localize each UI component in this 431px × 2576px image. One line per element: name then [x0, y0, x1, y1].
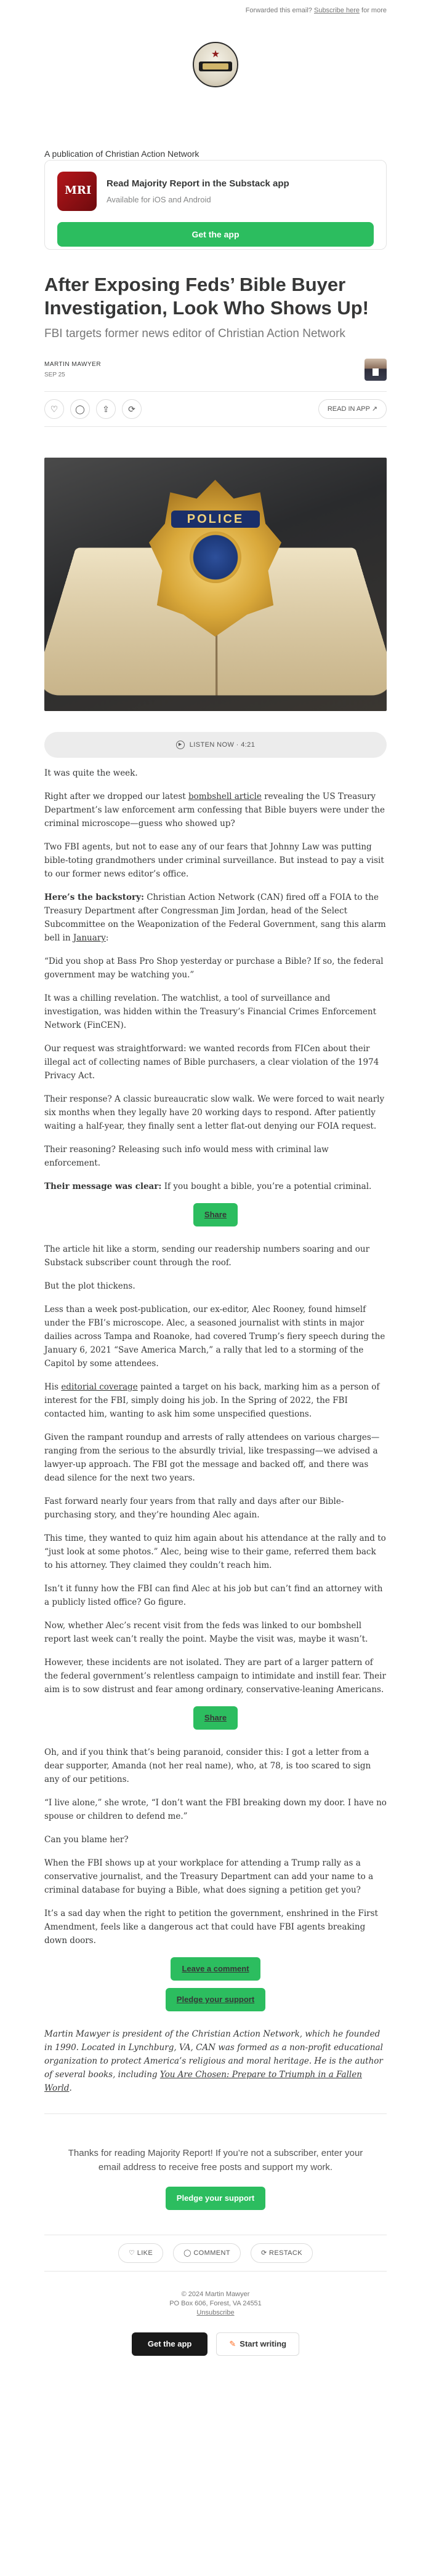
paragraph: Less than a week post-publication, our ex-editor, Alec Rooney, found himself under the FBI’s microscope. Alec, a seasoned journalist with stints in major dailies across Tampa and Roanoke, had covered Trump’s fiery speech during the January 6, 2021 “Save America March,” a rally that led to a storming of the Capitol by some attendees. [44, 1305, 385, 1369]
play-icon: ▶ [176, 741, 185, 749]
january-link[interactable]: January [73, 933, 106, 943]
heart-icon: ♡ [128, 2249, 137, 2257]
hero-image[interactable] [44, 458, 387, 711]
paragraph: Fast forward nearly four years from that rally and days after our Bible-purchasing story, and they’re hounding Alec again. [44, 1497, 344, 1520]
post-subtitle: FBI targets former news editor of Christian Action Network [44, 327, 345, 340]
app-thumbnail: MRI [57, 172, 97, 211]
author-bio: Martin Mawyer is president of the Christian Action Network, which he founded in 1990. Located in Lynchburg, VA, CAN was formed as a non-profit educational organization to protect America’s religious and moral heritage. He is the author of several books, including You Are Chosen: Prepare to Triumph in a Fallen World. [44, 2029, 383, 2093]
start-writing-button[interactable]: ✎ Start writing [216, 2332, 299, 2356]
post-title[interactable]: After Exposing Feds’ Bible Buyer Investigation, Look Who Shows Up! [44, 274, 369, 319]
bombshell-article-link[interactable]: bombshell article [188, 792, 262, 801]
share-button-2[interactable]: Share [193, 1706, 238, 1730]
paragraph: But the plot thickens. [44, 1281, 135, 1291]
paragraph: Now, whether Alec’s recent visit from the feds was linked to our bombshell report last week can’t really the point. Maybe the visit was, maybe it wasn’t. [44, 1621, 368, 1644]
paragraph: Their message was clear: If you bought a bible, you’re a potential criminal. [44, 1182, 372, 1191]
paragraph: His editorial coverage painted a target on his back, marking him as a person of interest for the FBI, simply doing his job. In the Spring of 2022, the FBI contacted him, wanting to ask him some unspecified questions. [44, 1382, 380, 1419]
author-avatar[interactable] [365, 359, 387, 381]
publication-logo-area [44, 18, 387, 132]
paragraph: “I live alone,” she wrote, “I don’t want the FBI breaking down my door. I have no spouse or children to defend me.” [44, 1798, 387, 1821]
subscribe-link[interactable]: Subscribe here [313, 7, 360, 14]
app-promo-title: Read Majority Report in the Substack app [107, 178, 289, 189]
paragraph: It’s a sad day when the right to petition the government, enshrined in the First Amendment, feels like a dangerous act that could have FBI agents breaking down doors. [44, 1909, 378, 1946]
share-icon[interactable]: ⇪ [96, 399, 116, 419]
leave-comment-button[interactable]: Leave a comment [171, 1957, 260, 1981]
pen-icon: ✎ [229, 2339, 236, 2348]
paragraph: Our request was straightforward: we wanted records from FICen about their illegal act of collecting names of Bible purchasers, a clear violation of the 1974 Privacy Act. [44, 1044, 379, 1081]
article-body [44, 758, 387, 2095]
bottom-actions-bar [44, 2235, 387, 2272]
forward-notice: Forwarded this email? Subscribe here for more [245, 7, 387, 14]
subscribe-cta [44, 2113, 387, 2235]
badge-seal [190, 531, 241, 583]
unsubscribe-link[interactable]: Unsubscribe [196, 2309, 235, 2316]
paragraph: The article hit like a storm, sending our readership numbers soaring and our Substack subscriber count through the roof. [44, 1244, 370, 1268]
read-in-app-button[interactable]: READ IN APP ↗ [318, 399, 387, 419]
paragraph: Can you blame her? [44, 1835, 129, 1845]
like-button[interactable]: ♡ LIKE [118, 2243, 163, 2263]
pledge-support-button[interactable]: Pledge your support [166, 1988, 265, 2011]
byline [44, 348, 387, 385]
app-promo-subtitle: Available for iOS and Android [107, 195, 211, 204]
paragraph: It was quite the week. [44, 768, 138, 778]
get-app-button[interactable]: Get the app [57, 222, 374, 247]
badge-plate: POLICE [171, 511, 260, 528]
post-actions-bar [44, 391, 387, 427]
paragraph: Two FBI agents, but not to ease any of our fears that Johnny Law was putting bible-toting grandmothers under criminal surveillance. But instead to pay a visit to our former news editor’s office. [44, 842, 384, 879]
editorial-coverage-link[interactable]: editorial coverage [61, 1382, 138, 1392]
author-name[interactable]: MARTIN MAWYER [44, 361, 102, 368]
star-icon: ★ [211, 49, 220, 60]
paragraph: When the FBI shows up at your workplace for attending a Trump rally as a conservative journalist, and the Treasury Department can add your name to a criminal database for buying a Bible, what does signing a petition get you? [44, 1858, 374, 1895]
footer [44, 2272, 387, 2374]
paragraph: This time, they wanted to quiz him again about his attendance at the rally and to “just look at some photos.” Alec, being wise to their game, referred them back to his attorney. They claimed they couldn’t reach him. [44, 1533, 386, 1570]
paragraph: Their response? A classic bureaucratic slow walk. We were forced to wait nearly six months when they legally have 20 working days to respond. After patiently waiting a half-year, they finally sent a letter flat-out denying our FOIA request. [44, 1094, 385, 1131]
paragraph: Given the rampant roundup and arrests of rally attendees on various charges—ranging from the serious to the absurdly trivial, like trespassing—we advised a lawyer-up approach. The FBI got the message and backed off, and there was dead silence for the next two years. [44, 1433, 380, 1483]
address: PO Box 606, Forest, VA 24551 [169, 2300, 262, 2307]
comment-icon: ◯ [183, 2249, 194, 2257]
paragraph: However, these incidents are not isolated. They are part of a larger pattern of the federal government’s relentless campaign to intimidate and instill fear. Their aim is to sow distrust and fear among ordinary, conservative-leaning Americans. [44, 1658, 386, 1695]
paragraph: Here’s the backstory: Christian Action Network (CAN) fired off a FOIA to the Treasury Department after Congressman Jim Jordan, head of the Select Subcommittee on the Weaponization of the Federal Government, sang this alarm bell in January: [44, 892, 386, 943]
paragraph: Isn’t it funny how the FBI can find Alec at his job but can’t find an attorney with a publicly listed office? Go figure. [44, 1584, 383, 1607]
paragraph: Their reasoning? Releasing such info would mess with criminal law enforcement. [44, 1145, 329, 1168]
paragraph: Oh, and if you think that’s being paranoid, consider this: I got a letter from a dear supporter, Amanda (not her real name), who, at 78, is too scared to sign any of our petitions. [44, 1747, 371, 1784]
restack-button[interactable]: ⟳ RESTACK [251, 2243, 313, 2263]
publication-of-text: A publication of Christian Action Network [44, 149, 199, 159]
paragraph: Right after we dropped our latest bombshell article revealing the US Treasury Department’s law enforcement arm confessing that Bible buyers were under the criminal microscope—guess who showed up? [44, 792, 385, 829]
copyright: © 2024 Martin Mawyer [181, 2291, 250, 2298]
restack-icon[interactable]: ⟳ [122, 399, 142, 419]
paragraph: It was a chilling revelation. The watchlist, a tool of surveillance and investigation, was hidden within the Treasury’s Financial Crimes Enforcement Network (FinCEN). [44, 993, 376, 1030]
pledge-support-button-2[interactable]: Pledge your support [166, 2187, 265, 2210]
comment-icon[interactable]: ◯ [70, 399, 90, 419]
footer-get-app-button[interactable]: Get the app [132, 2332, 208, 2356]
listen-now-button[interactable]: ▶ LISTEN NOW · 4:21 [44, 732, 387, 758]
post-date: SEP 25 [44, 372, 65, 378]
heart-icon[interactable]: ♡ [44, 399, 64, 419]
publication-logo[interactable] [193, 42, 238, 87]
book-link[interactable]: You Are Chosen: Prepare to Triumph in a Fallen World [44, 2070, 362, 2093]
comment-button[interactable]: ◯ COMMENT [173, 2243, 241, 2263]
share-button[interactable]: Share [193, 1203, 238, 1226]
thanks-text: Thanks for reading Majority Report! If you’re not a subscriber, enter your email address to receive free posts and support my work. [68, 2148, 363, 2173]
app-promo-card [44, 160, 387, 250]
restack-icon: ⟳ [260, 2249, 270, 2257]
paragraph: “Did you shop at Bass Pro Shop yesterday or purchase a Bible? If so, the federal government may be watching you.” [44, 956, 384, 980]
